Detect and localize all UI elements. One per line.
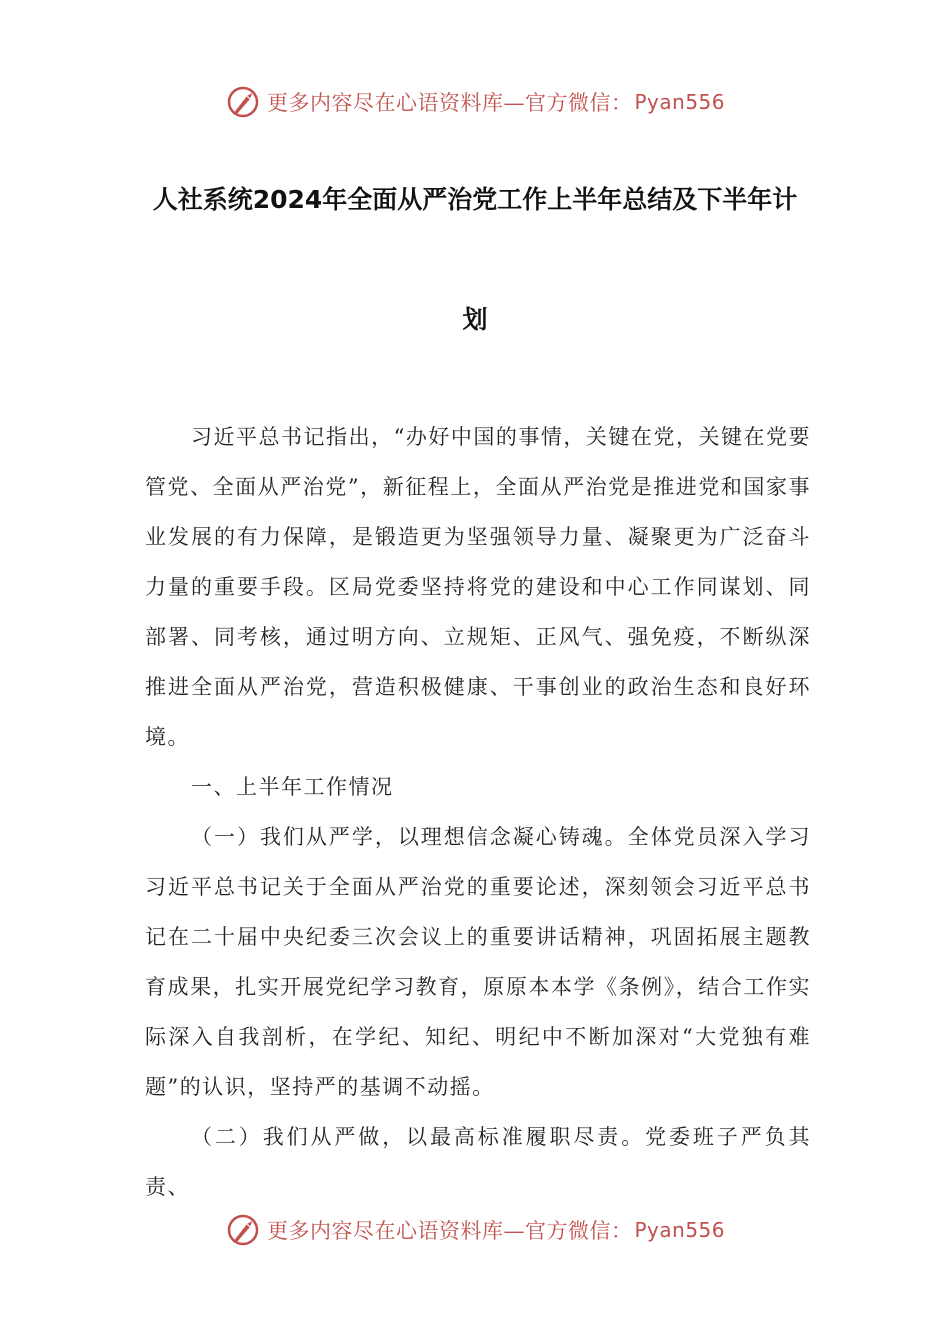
wechat-id: Pyan556 <box>634 90 725 114</box>
header-watermark <box>0 82 950 122</box>
footer-watermark <box>0 1210 950 1250</box>
watermark-text: 更多内容尽在心语资料库—官方微信： <box>266 1219 633 1243</box>
watermark-text: 更多内容尽在心语资料库—官方微信： <box>266 91 633 115</box>
pen-nib-logo-icon <box>225 1212 261 1248</box>
pen-nib-logo-icon <box>225 84 261 120</box>
intro-paragraph: 习近平总书记指出，“办好中国的事情，关键在党，关键在党要管党、全面从严治党”，新征程上，全面从严治党是推进党和国家事业发展的有力保障，是锻造更为坚强领导力量、凝聚更为广泛奋斗力量的重要手段。区局党委坚持将党的建设和中心工作同谋划、同部署、同考核，通过明方向、立规矩、正风气、强免疫，不断纵深推进全面从严治党，营造积极健康、干事创业的政治生态和良好环境。 <box>145 425 811 749</box>
subsection-1-paragraph: （一）我们从严学，以理想信念凝心铸魂。全体党员深入学习习近平总书记关于全面从严治党的重要论述，深刻领会习近平总书记在二十届中央纪委三次会议上的重要讲话精神，巩固拓展主题教育成果，扎实开展党纪学习教育，原原本本学《条例》，结合工作实际深入自我剖析，在学纪、知纪、明纪中不断加深对“大党独有难题”的认识，坚持严的基调不动摇。 <box>145 825 811 1099</box>
document-title-line-2: 划 <box>462 305 488 334</box>
document-title-line-1: 人社系统2024年全面从严治党工作上半年总结及下半年计 <box>152 185 798 214</box>
wechat-id: Pyan556 <box>634 1218 725 1242</box>
subsection-2-paragraph: （二）我们从严做，以最高标准履职尽责。党委班子严负其责、 <box>145 1125 811 1199</box>
section-heading: 一、上半年工作情况 <box>191 775 394 799</box>
